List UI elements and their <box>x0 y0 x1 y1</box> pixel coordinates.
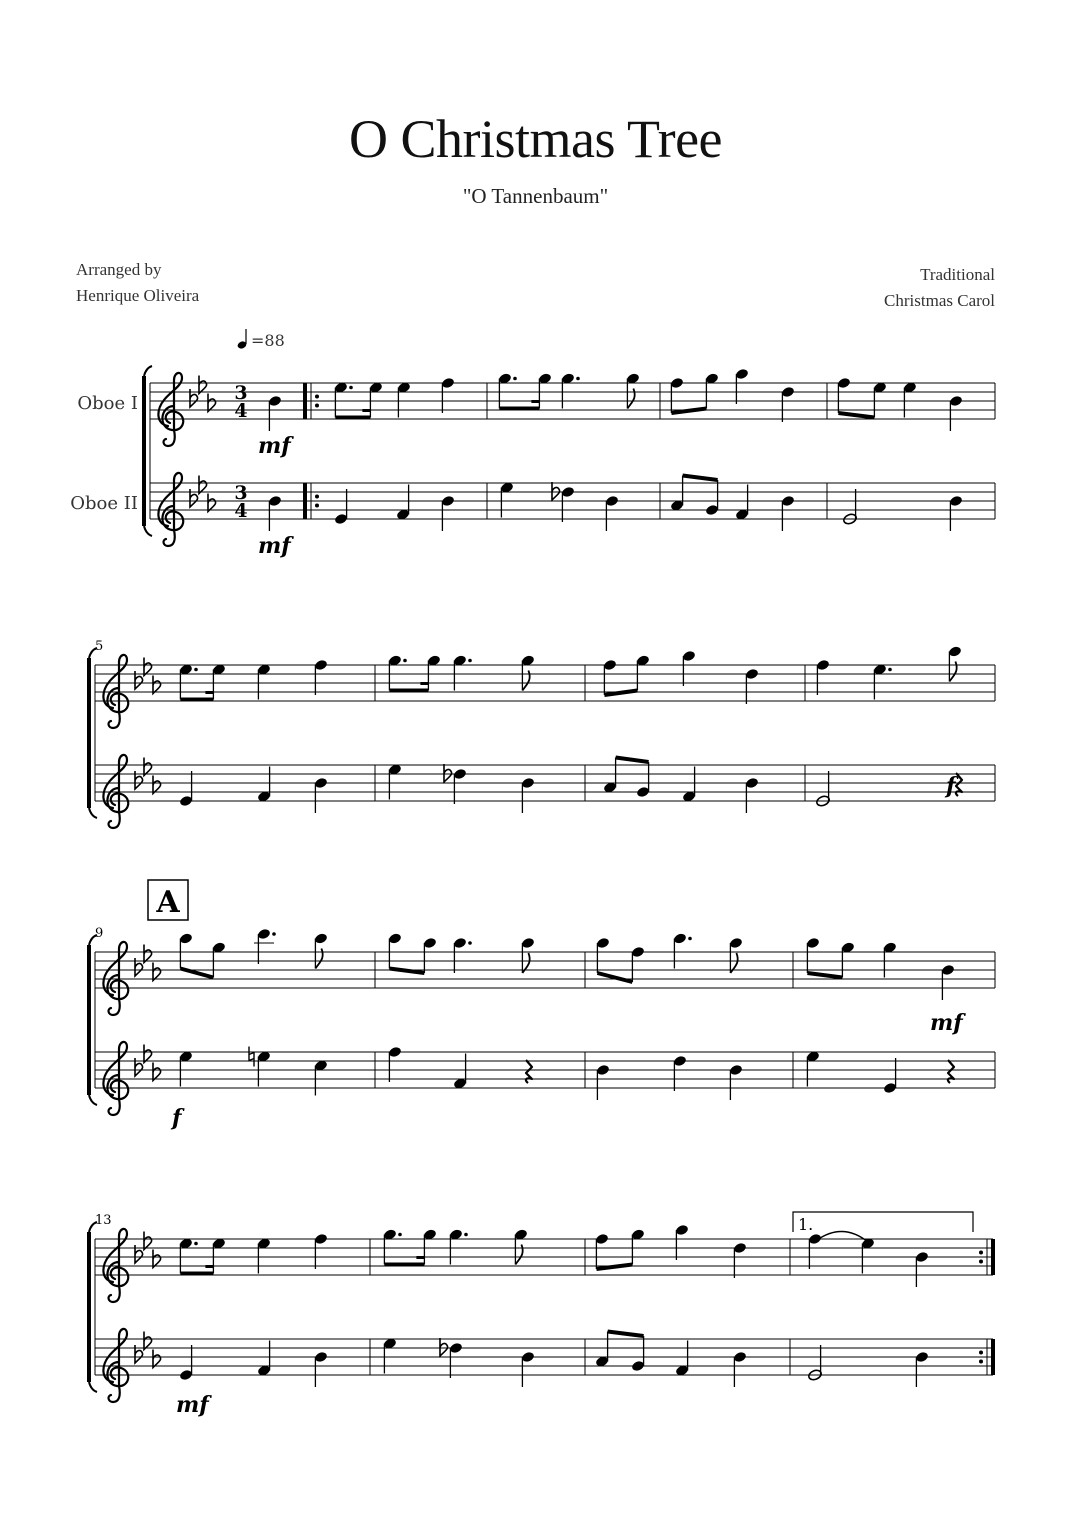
beam <box>596 1265 632 1270</box>
staff-oboe-2 <box>95 1042 995 1115</box>
arranger-line-2: Henrique Oliveira <box>76 286 200 305</box>
repeat-dot <box>979 1351 983 1355</box>
svg-text:A: A <box>156 885 180 920</box>
tempo-value: =88 <box>251 331 285 350</box>
augmentation-dot <box>468 941 472 945</box>
beam <box>604 691 637 696</box>
flat-key-signature-icon <box>144 658 152 676</box>
instrument-name-oboe-1: Oboe I <box>77 393 138 414</box>
tempo-marking <box>237 329 285 350</box>
composer-line-1: Traditional <box>920 265 995 284</box>
natural-accidental-icon <box>249 1047 254 1067</box>
instrument-name-oboe-2: Oboe II <box>70 493 138 514</box>
beam <box>807 973 842 978</box>
treble-clef-icon <box>103 1042 128 1115</box>
repeat-dot <box>315 504 319 508</box>
treble-clef-icon <box>103 1229 128 1302</box>
augmentation-dot <box>513 377 517 381</box>
piece-title: O Christmas Tree <box>348 109 723 169</box>
augmentation-dot <box>194 1242 198 1246</box>
beam <box>389 969 424 974</box>
beam <box>838 413 874 418</box>
measure-number-13: 13 <box>95 1213 112 1228</box>
flat-key-signature-icon <box>153 676 161 694</box>
augmentation-dot <box>888 668 892 672</box>
augmentation-dot <box>398 1233 402 1237</box>
augmentation-dot <box>464 1233 468 1237</box>
treble-clef-icon <box>158 373 183 446</box>
flat-key-signature-icon <box>144 945 152 963</box>
staff-oboe-1 <box>95 928 995 1015</box>
repeat-dot <box>979 1360 983 1364</box>
treble-clef-icon <box>158 473 183 546</box>
flat-key-signature-icon <box>144 1045 152 1063</box>
flat-key-signature-icon <box>199 376 207 394</box>
beam <box>597 973 632 982</box>
flat-key-signature-icon <box>208 494 216 512</box>
time-signature-top: 3 <box>234 482 248 504</box>
flat-key-signature-icon <box>153 1350 161 1368</box>
treble-clef-icon <box>103 755 128 828</box>
treble-clef-icon <box>103 1329 128 1402</box>
dynamic-mf-oboe1-m12: mf <box>930 1010 963 1036</box>
repeat-dot <box>315 404 319 408</box>
beam <box>608 1332 644 1337</box>
treble-clef-icon <box>103 942 128 1015</box>
beam <box>671 409 706 414</box>
staff-oboe-2 <box>95 755 995 828</box>
repeat-dot <box>979 1251 983 1255</box>
dynamic-mf-oboe2-m0: mf <box>258 533 291 559</box>
quarter-rest-icon <box>948 1060 954 1083</box>
repeat-dot <box>315 495 319 499</box>
staff-oboe-2 <box>95 1329 993 1402</box>
dynamic-f-oboe2-m9: f <box>172 1105 182 1131</box>
quarter-rest-icon <box>956 773 962 796</box>
flat-key-signature-icon <box>153 776 161 794</box>
measure-number-5: 5 <box>95 639 104 654</box>
dynamic-mf-oboe1-m0: mf <box>258 433 291 459</box>
arranger-line-1: Arranged by <box>76 260 162 279</box>
svg-text:1.: 1. <box>798 1215 814 1234</box>
flat-key-signature-icon <box>144 1232 152 1250</box>
flat-key-signature-icon <box>199 476 207 494</box>
flat-key-signature-icon <box>153 1063 161 1081</box>
dynamic-f-oboe1-m8: f <box>946 773 956 799</box>
time-signature-top: 3 <box>234 382 248 404</box>
treble-clef-icon <box>103 655 128 728</box>
repeat-dot <box>979 1260 983 1264</box>
time-signature-bottom: 4 <box>234 500 248 522</box>
augmentation-dot <box>272 932 276 936</box>
flat-accidental-icon <box>440 1338 448 1356</box>
measure-number-9: 9 <box>95 926 104 941</box>
augmentation-dot <box>688 937 692 941</box>
system-2 <box>89 645 995 828</box>
flat-key-signature-icon <box>144 1332 152 1350</box>
quarter-rest-icon <box>526 1060 532 1083</box>
system-3 <box>89 928 995 1115</box>
augmentation-dot <box>194 668 198 672</box>
system-4 <box>89 1222 993 1402</box>
flat-accidental-icon <box>444 764 452 782</box>
augmentation-dot <box>468 659 472 663</box>
slur <box>817 1231 868 1242</box>
flat-key-signature-icon <box>153 1250 161 1268</box>
composer-line-2: Christmas Carol <box>884 291 995 310</box>
augmentation-dot <box>403 659 407 663</box>
flat-key-signature-icon <box>144 758 152 776</box>
beam <box>683 476 718 481</box>
repeat-dot <box>315 395 319 399</box>
staff-oboe-1 <box>95 645 995 728</box>
beam <box>616 758 649 763</box>
rehearsal-mark-a <box>148 880 188 920</box>
piece-subtitle: "O Tannenbaum" <box>462 184 609 208</box>
augmentation-dot <box>349 386 353 390</box>
dynamic-mf-oboe2-m13: mf <box>176 1392 209 1418</box>
flat-key-signature-icon <box>208 394 216 412</box>
augmentation-dot <box>576 377 580 381</box>
flat-key-signature-icon <box>153 963 161 981</box>
flat-accidental-icon <box>552 482 560 500</box>
volta-bracket <box>793 1212 973 1234</box>
time-signature-bottom: 4 <box>234 400 248 422</box>
